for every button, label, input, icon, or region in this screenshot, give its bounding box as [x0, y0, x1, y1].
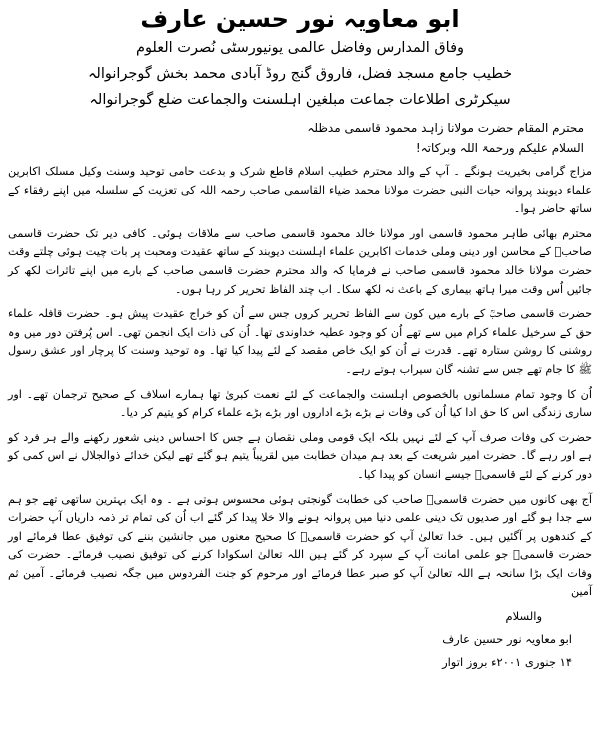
recipient-line: محترم المقام حضرت مولانا زاہد محمود قاسمی مدظلہ	[307, 121, 584, 135]
body-paragraph: محترم بھائی طاہر محمود قاسمی اور مولانا خالد محمود قاسمی صاحب سے ملاقات ہوئی۔ کافی دیر تک حضرت قاسمی صاحبؒ کے محاسن اور دینی وملی خدمات اکابرین علماء اہلسنت دیوبند کے ساتھ عقیدت ومحبت پر بات چیت ہوئی چلتے وقت حضرت مولانا خالد محمود قاسمی صاحب نے فرمایا کہ والد محترم حضرت قاسمی صاحب کے بارے میں اپنے تاثرات لکھ کر جائیں اُس وقت میرا ہاتھ بیماری کے باعث نہ لکھ سکا۔ اب چند الفاظ تحریر کر رہا ہوں۔	[8, 226, 592, 296]
body-paragraph: مزاج گرامی بخیریت ہونگے ۔ آپ کے والد محترم خطیب اسلام قاطع شرک و بدعت حامی توحید وسنت وکیل مسلک اکابرین علماء دیوبند پروانہ حیات النبی حضرت مولانا محمد ضیاء القاسمی صاحب رحمہ اللہ کی تعزیت کے سلسلہ میں اپنے رفقاء کے ساتھ حاضر ہوا۔	[8, 165, 592, 216]
body-paragraph: حضرت کی وفات صرف آپ کے لئے نہیں بلکہ ایک قومی وملی نقصان ہے جس کا احساس دینی شعور رکھنے والے ہر فرد کو ہے اور رہے گا۔ حضرت امیر شریعت کے بعد ہم میدان خطابت میں لقریباً یتیم ہو گئے تھے لیکن خدائے ذوالجلال نے اس کمی کو دور کرنے کے لئے قاسمیؒ جیسے انسان کو پیدا کیا۔	[8, 430, 592, 481]
header-line-khatib: خطیب جامع مسجد فضل، فاروق گنج روڈ آبادی محمد بخش گوجرانوالہ	[87, 66, 513, 82]
closing-salutation: والسلام	[505, 609, 542, 624]
greeting-line: السلام علیکم ورحمۃ اللہ وبرکاتہ!	[415, 141, 584, 155]
header-line-secretary: سیکرٹری اطلاعات جماعت مبلغین اہلسنت والجماعت ضلع گوجرانوالہ	[89, 92, 511, 108]
signature-name: ابو معاویہ نور حسین عارف	[442, 632, 572, 647]
letter-closing	[8, 608, 592, 671]
header-line-affiliation: وفاق المدارس وفاضل عالمی یونیورسٹی نُصرت العلوم	[135, 40, 465, 56]
body-paragraph: اُن کا وجود تمام مسلمانوں بالخصوص اہلسنت والجماعت کے لئے نعمت کبریٰ تھا ہمارے اسلاف کے صحیح ترجمان تھے۔ اور ساری زندگی اس کا حق ادا کیا اُن کی وفات نے بڑے بڑے اداروں اور بڑے بڑے علماء کرام کو یتیم کر دیا۔	[8, 387, 592, 420]
body-paragraph: حضرت قاسمی صاحبؒ کے بارے میں کون سے الفاظ تحریر کروں جس سے اُن کو خراج عقیدت پیش ہو۔ حضرت قافلہ علماء حق کے سرخیل علماء کرام میں سے تھے اُن کو وجود عطیہ خداوندی تھا۔ اُن کی ذات ایک انجمن تھی۔ اس پُرفتن دور میں وہ روشنی کا روشن ستارہ تھے۔ قدرت نے اُن کو ایک خاص مقصد کے لئے پیدا کیا تھا۔ وہ توحید وسنت کا پرچار اور عشق رسول ﷺ کا جام تھے جس سے تشنہ گان سیراب ہوتے رہے۔	[8, 307, 592, 376]
letter-title: ابو معاویہ نور حسین عارف	[140, 5, 460, 33]
letter-date: ۱۴ جنوری ۲۰۰۱ء بروز اتوار	[442, 655, 572, 670]
body-paragraph: آج بھی کانوں میں حضرت قاسمیؒ صاحب کی خطابت گونجتی ہوئی محسوس ہوتی ہے ۔ وہ ایک بہترین ساتھی تھے جو ہم سے جدا ہو گئے اور صدیوں تک دینی علمی دنیا میں پروانہ ہونے والا خلا پیدا کر گئے اب اُن کی تمام تر ذمہ داریاں آپ حضرات کے کندھوں پر آگئیں ہیں۔ خدا تعالیٰ آپ کو حضرت قاسمیؒ کا صحیح معنوں میں جانشین بننے کی توفیق عطا فرمائے اور حضرت قاسمیؒ جو علمی امانت آپ کے سپرد کر گئے ہیں اللہ تعالیٰ اسکوادا کرنے کی توفیق نصیب فرمائے۔ حضرت کی وفات ایک بڑا سانحہ ہے اللہ تعالیٰ آپ کو صبر عطا فرمائے اور مرحوم کو جنت الفردوس میں جگہ نصیب فرمائے۔ آمین ثم آمین	[8, 492, 592, 599]
